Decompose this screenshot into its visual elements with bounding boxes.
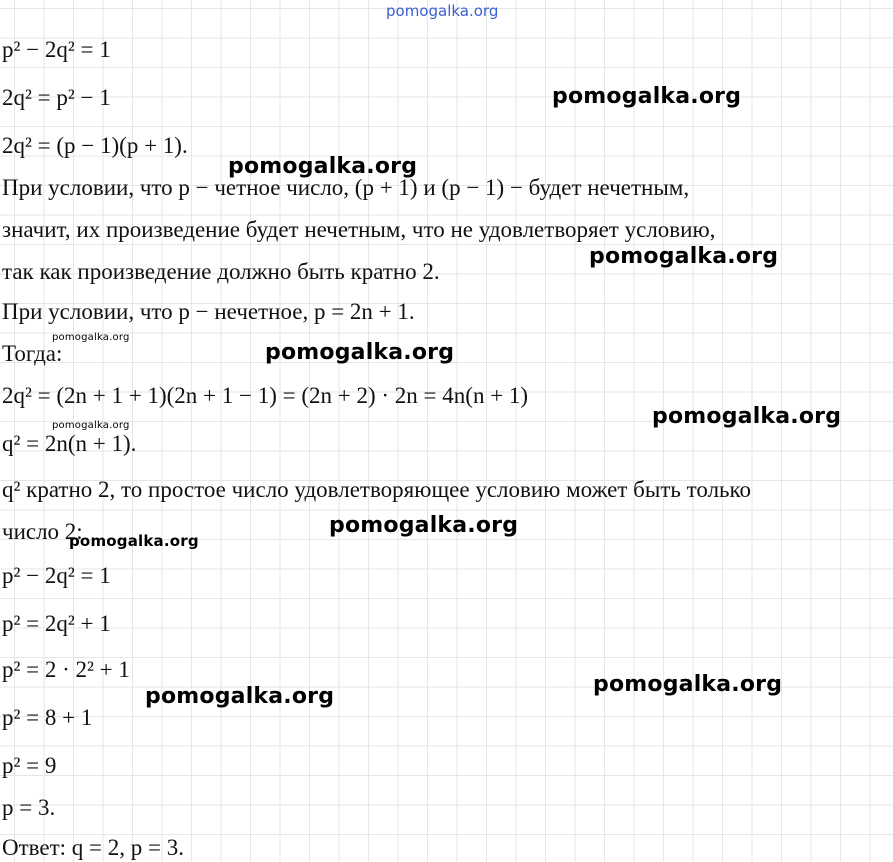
watermark-5: pomogalka.org [265, 340, 455, 365]
text-line-11: q² кратно 2, то простое число удовлетворяющее условию может быть только [2, 477, 752, 502]
equation-line-10: q² = 2n(n + 1). [2, 431, 137, 456]
text-line-4: При условии, что p − четное число, (p + 1) и (p − 1) − будет нечетным, [2, 175, 690, 200]
watermark-10: pomogalka.org [593, 672, 783, 697]
watermark-11: pomogalka.org [145, 684, 335, 709]
equation-line-15: p² = 2 · 2² + 1 [2, 657, 130, 682]
text-line-8: Тогда: [2, 341, 63, 366]
answer-line: Ответ: q = 2, p = 3. [2, 835, 184, 860]
watermark-4: pomogalka.org [52, 332, 130, 343]
text-line-5: значит, их произведение будет нечетным, что не удовлетворяет условию, [2, 217, 716, 242]
equation-line-9: 2q² = (2n + 1 + 1)(2n + 1 − 1) = (2n + 2) · 2n = 4n(n + 1) [2, 383, 529, 408]
equation-line-2: 2q² = p² − 1 [2, 85, 111, 110]
equation-line-18: p = 3. [2, 795, 56, 820]
watermark-2: pomogalka.org [228, 154, 418, 179]
equation-line-14: p² = 2q² + 1 [2, 611, 111, 636]
equation-line-16: p² = 8 + 1 [2, 705, 93, 730]
equation-line-3: 2q² = (p − 1)(p + 1). [2, 133, 188, 158]
equation-line-17: p² = 9 [2, 753, 57, 778]
watermark-3: pomogalka.org [589, 244, 779, 269]
watermark-9: pomogalka.org [69, 532, 199, 550]
text-line-12: число 2: [2, 519, 83, 544]
watermark-7: pomogalka.org [52, 420, 130, 431]
header-watermark: pomogalka.org [386, 2, 499, 20]
watermark-1: pomogalka.org [552, 84, 742, 109]
equation-line-13: p² − 2q² = 1 [2, 563, 111, 588]
equation-line-1: p² − 2q² = 1 [2, 37, 111, 62]
text-line-6: так как произведение должно быть кратно 2. [2, 259, 440, 284]
watermark-6: pomogalka.org [652, 404, 842, 429]
watermark-8: pomogalka.org [329, 513, 519, 538]
text-line-7: При условии, что p − нечетное, p = 2n + 1. [2, 299, 415, 324]
